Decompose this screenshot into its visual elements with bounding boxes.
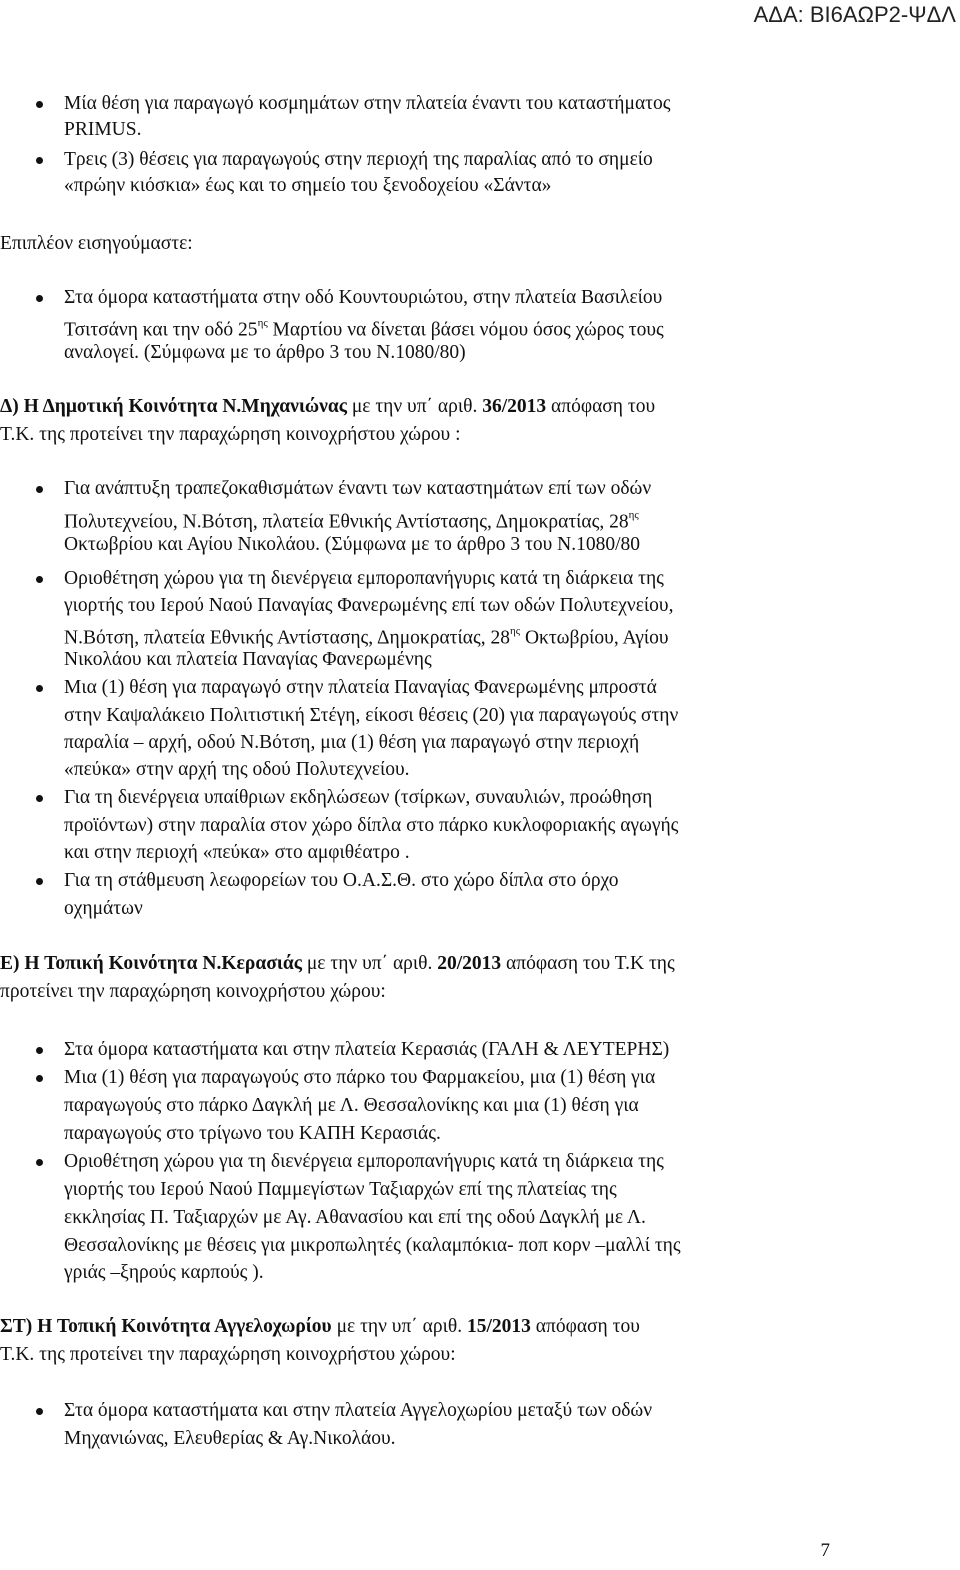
paragraph-line: Μία θέση για παραγωγό κοσμημάτων στην πλατεία έναντι του καταστήματος [64,93,671,114]
bullet-icon [36,685,43,692]
paragraph-line: Οκτωβρίου και Αγίου Νικολάου. (Σύμφωνα με το άρθρο 3 του Ν.1080/80 [64,534,641,555]
paragraph-line: «πρώην κιόσκια» έως και το σημείο του ξενοδοχείου «Σάντα» [64,175,552,196]
paragraph-line: και στην περιοχή «πεύκα» στο αμφιθέατρο . [64,842,410,863]
ada-header: ΑΔΑ: ΒΙ6ΑΩΡ2-ΨΔΛ [753,2,956,27]
paragraph-line: γιορτής του Ιερού Ναού Παναγίας Φανερωμένης επί των οδών Πολυτεχνείου, [64,595,674,616]
bullet-icon [36,1159,43,1166]
paragraph-line: Για τη στάθμευση λεωφορείων του Ο.Α.Σ.Θ. στο χώρο δίπλα στο όρχο [64,870,619,891]
paragraph-line: Οριοθέτηση χώρου για τη διενέργεια εμποροπανήγυρις κατά τη διάρκεια της [64,568,664,589]
bullet-icon [36,576,43,583]
bullet-icon [36,795,43,802]
paragraph-line: στην Καψαλάκειο Πολιτιστική Στέγη, είκοσι θέσεις (20) για παραγωγούς στην [64,705,679,726]
text-run: 36/2013 [482,396,547,417]
paragraph-line: PRIMUS. [64,119,142,140]
page-number: 7 [820,1540,830,1561]
paragraph-line: εκκλησίας Π. Ταξιαρχών με Αγ. Αθανασίου και επί της οδού Δαγκλή με Λ. [64,1207,646,1228]
text-run: απόφαση του [546,396,656,417]
bullet-icon [36,1408,43,1415]
text-run: Πολυτεχνείου, Ν.Βότση, πλατεία Εθνικής Αντίστασης, Δημοκρατίας, 28 [64,511,629,533]
paragraph-line: Για ανάπτυξη τραπεζοκαθισμάτων έναντι των καταστημάτων επί των οδών [64,478,652,499]
paragraph-line: προϊόντων) στην παραλία στον χώρο δίπλα στο πάρκο κυκλοφοριακής αγωγής [64,815,679,836]
bullet-icon [36,878,43,885]
text-run: Τοπική Κοινότητα Αγγελοχωρίου [56,1316,332,1337]
bullet-icon [36,295,43,302]
text-run: 15/2013 [466,1316,531,1337]
paragraph-line: Για τη διενέργεια υπαίθριων εκδηλώσεων (τσίρκων, συναυλιών, προώθηση [64,787,653,808]
superscript: ης [509,625,521,637]
paragraph-line: Τρεις (3) θέσεις για παραγωγούς στην περιοχή της παραλίας από το σημείο [64,149,653,170]
extra-label: Επιπλέον εισηγούμαστε: [0,233,193,254]
paragraph-line: οχημάτων [64,898,143,919]
text-run: Τοπική Κοινότητα Ν.Κερασιάς [44,953,302,974]
text-run: Δημοτική Κοινότητα Ν.Μηχανιώνας [42,396,347,417]
text-run: Ν.Βότση, πλατεία Εθνικής Αντίστασης, Δημοκρατίας, 28 [64,627,510,649]
paragraph-line: Τ.Κ. της προτείνει την παραχώρηση κοινοχρήστου χώρου : [0,424,461,445]
text-run: με την υπ΄ αριθ. [331,1316,467,1337]
paragraph-line: Τ.Κ. της προτείνει την παραχώρηση κοινοχρήστου χώρου: [0,1344,456,1365]
bullet-icon [36,157,43,164]
paragraph-line: Μια (1) θέση για παραγωγούς στο πάρκο του Φαρμακείου, μια (1) θέση για [64,1067,656,1088]
paragraph-line: «πεύκα» στην αρχή της οδού Πολυτεχνείου. [64,759,410,780]
text-run: απόφαση του [530,1316,640,1337]
paragraph-line: Νικολάου και πλατεία Παναγίας Φανερωμένης [64,649,432,670]
paragraph-line: Μια (1) θέση για παραγωγό στην πλατεία Παναγίας Φανερωμένης μπροστά [64,677,657,698]
paragraph-line: αναλογεί. (Σύμφωνα με το άρθρο 3 του Ν.1080/80) [64,342,466,363]
superscript: ης [628,509,639,521]
paragraph-line: παραγωγούς στο τρίγωνο του ΚΑΠΗ Κερασιάς. [64,1123,441,1144]
text-run: Δ) Η [0,396,43,417]
text-run: με την υπ΄ αριθ. [346,396,483,417]
bullet-icon [36,486,43,493]
paragraph-line: γριάς –ξηρούς καρπούς ). [64,1262,264,1283]
paragraph-line: Μηχανιώνας, Ελευθερίας & Αγ.Νικολάου. [64,1428,396,1449]
bullet-icon [36,101,43,108]
text-run: Οκτωβρίου, Αγίου [520,627,669,649]
text-run: Ε) Η [0,953,45,974]
text-run: ΣΤ) Η [0,1316,57,1337]
paragraph-line: παραγωγούς στο πάρκο Δαγκλή με Λ. Θεσσαλονίκης και μια (1) θέση για [64,1095,639,1116]
text-run: Μαρτίου να δίνεται βάσει νόμου όσος χώρος τους [267,319,664,341]
section-heading [0,950,675,978]
text-run: 20/2013 [437,953,502,974]
paragraph-line: Οριοθέτηση χώρου για τη διενέργεια εμποροπανήγυρις κατά τη διάρκεια της [64,1151,664,1172]
text-run: απόφαση του Τ.Κ της [501,953,675,974]
section-heading [0,1313,640,1341]
superscript: ης [257,317,268,329]
section-heading [0,393,655,421]
paragraph-line: γιορτής του Ιερού Ναού Παμμεγίστων Ταξιαρχών επί της πλατείας της [64,1179,617,1200]
paragraph-line: Στα όμορα καταστήματα και στην πλατεία Αγγελοχωρίου μεταξύ των οδών [64,1400,653,1421]
bullet-icon [36,1075,43,1082]
paragraph-line: παραλία – αρχή, οδού Ν.Βότση, μια (1) θέση για παραγωγό στην περιοχή [64,732,640,753]
paragraph-line: Στα όμορα καταστήματα στην οδό Κουντουριώτου, στην πλατεία Βασιλείου [64,287,663,308]
paragraph-line: προτείνει την παραχώρηση κοινοχρήστου χώρου: [0,981,386,1002]
text-run: με την υπ΄ αριθ. [301,953,438,974]
paragraph-line: Στα όμορα καταστήματα και στην πλατεία Κερασιάς (ΓΑΛΗ & ΛΕΥΤΕΡΗΣ) [64,1039,670,1060]
bullet-icon [36,1047,43,1054]
paragraph-line: Θεσσαλονίκης με θέσεις για μικροπωλητές (καλαμπόκια- ποπ κορν –μαλλί της [64,1235,681,1256]
text-run: Τσιτσάνη και την οδό 25 [64,319,258,341]
